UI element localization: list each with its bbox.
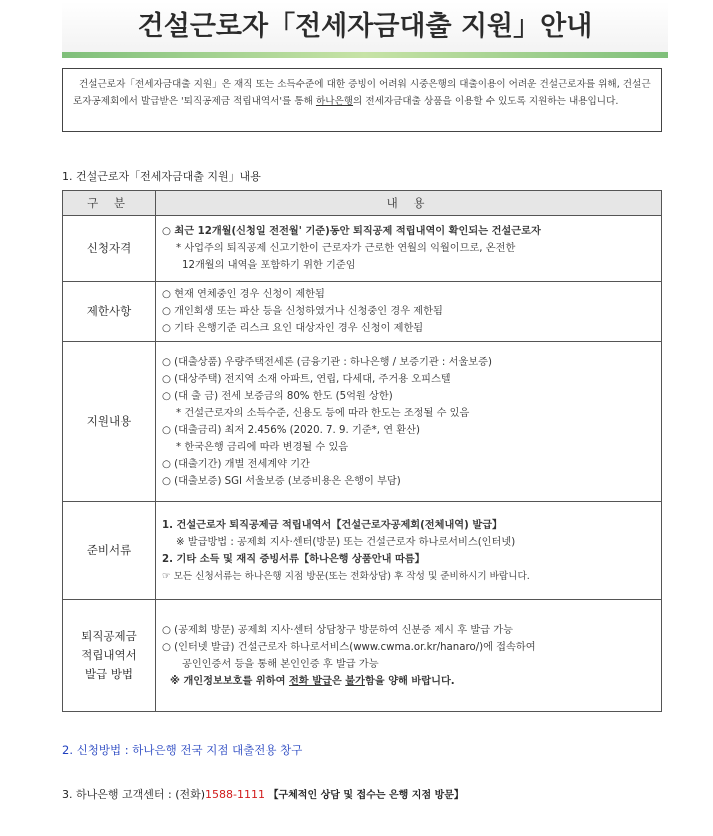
issuance-note-phone: 전화 발급 — [288, 675, 332, 687]
issuance-label-line3: 발급 방법 — [84, 667, 134, 681]
intro-box — [62, 68, 662, 132]
table-row — [63, 342, 662, 502]
issuance-note-no: 불가 — [345, 675, 365, 687]
support-table — [62, 190, 662, 712]
table-row — [63, 600, 662, 712]
eligibility-note1: * 사업주의 퇴직공제 신고기한이 근로자가 근로한 연월의 익월이므로, 온전한 — [176, 243, 516, 254]
restrictions-content — [156, 282, 662, 342]
intro-text-before: 건설근로자「전세자금대출 지원」은 재직 또는 소득수준에 대한 증빙이 어려워 시중은행의 대출이용이 어려운 건설근로자를 위해, 건설근로자공제회에서 발급받은 '퇴직공제금 적립내역서'를 통해 — [73, 79, 651, 107]
issuance-label-line2: 적립내역서 — [81, 648, 137, 662]
issuance-internet1: ○ (인터넷 발급) 건설근로자 하나로서비스(www.cwma.or.kr/hanaro/)에 접속하여 — [162, 641, 536, 653]
documents-label: 준비서류 — [63, 502, 156, 600]
table-header-row — [63, 191, 662, 216]
support-housing: ○ (대상주택) 전지역 소재 아파트, 연립, 다세대, 주거용 오피스텔 — [162, 373, 451, 385]
eligibility-note2: 12개월의 내역을 포함하기 위한 기준임 — [182, 260, 356, 271]
eligibility-content — [156, 216, 662, 282]
title-banner — [62, 2, 668, 58]
eligibility-main: ○ 최근 12개월(신청일 전전월' 기준)동안 퇴직공제 적립내역이 확인되는 건설근로자 — [162, 226, 541, 237]
intro-text-after: 의 전세자금대출 상품을 이용할 수 있도록 지원하는 내용입니다. — [353, 96, 619, 107]
support-period: ○ (대출기간) 개별 전세계약 기간 — [162, 458, 310, 470]
support-amount: ○ (대 출 금) 전세 보증금의 80% 한도 (5억원 상한) — [162, 390, 393, 402]
issuance-note-prefix: ※ 개인정보보호를 위하여 — [170, 675, 289, 687]
issuance-note-mid: 은 — [331, 675, 346, 687]
application-method: 2. 신청방법 : 하나은행 전국 지점 대출전용 창구 — [62, 743, 303, 757]
issuance-label-line1: 퇴직공제금 — [81, 629, 137, 643]
customer-center — [62, 786, 464, 802]
eligibility-label: 신청자격 — [63, 216, 156, 282]
section1-title: 1. 건설근로자「전세자금대출 지원」내용 — [62, 170, 261, 183]
issuance-note — [162, 673, 655, 690]
table-row — [63, 282, 662, 342]
documents-note: ☞ 모든 신청서류는 하나은행 지점 방문(또는 전화상담) 후 작성 및 준비하시기 바랍니다. — [162, 570, 530, 582]
issuance-label — [63, 600, 156, 712]
support-amount-note: * 건설근로자의 소득수준, 신용도 등에 따라 한도는 조정될 수 있음 — [176, 407, 470, 419]
customer-center-prefix: 3. 하나은행 고객센터 : (전화) — [62, 788, 206, 801]
header-category: 구 분 — [63, 191, 156, 216]
documents-content — [156, 502, 662, 600]
intro-bank-name: 하나은행 — [315, 96, 354, 107]
documents-item2: 2. 기타 소득 및 재직 증빙서류【하나은행 상품안내 따름】 — [162, 553, 425, 565]
header-content: 내 용 — [156, 191, 662, 216]
table-row — [63, 502, 662, 600]
support-rate-note: * 한국은행 금리에 따라 변경될 수 있음 — [176, 441, 349, 453]
issuance-visit: ○ (공제회 방문) 공제회 지사·센터 상담창구 방문하여 신분증 제시 후 발급 가능 — [162, 624, 513, 636]
restriction-item: ○ 개인회생 또는 파산 등을 신청하였거나 신청중인 경우 제한됨 — [162, 306, 443, 317]
issuance-content — [156, 600, 662, 712]
support-label: 지원내용 — [63, 342, 156, 502]
support-product: ○ (대출상품) 우량주택전세론 (금융기관 : 하나은행 / 보증기관 : 서울보증) — [162, 356, 492, 368]
customer-center-suffix: 【구체적인 상담 및 접수는 은행 지점 방문】 — [265, 790, 464, 801]
documents-item1-method: ※ 발급방법 : 공제회 지사·센터(방문) 또는 건설근로자 하나로서비스(인터넷) — [176, 536, 516, 548]
restrictions-label: 제한사항 — [63, 282, 156, 342]
restriction-item: ○ 현재 연체중인 경우 신청이 제한됨 — [162, 289, 325, 300]
customer-phone: 1588-1111 — [205, 788, 265, 801]
support-rate: ○ (대출금리) 최저 2.456% (2020. 7. 9. 기준*, 연 환산) — [162, 424, 420, 436]
table-row — [63, 216, 662, 282]
documents-item1: 1. 건설근로자 퇴직공제금 적립내역서【건설근로자공제회(전체내역) 발급】 — [162, 519, 503, 531]
page-title: 건설근로자「전세자금대출 지원」안내 — [62, 2, 668, 52]
restriction-item: ○ 기타 은행기준 리스크 요인 대상자인 경우 신청이 제한됨 — [162, 323, 424, 334]
issuance-internet2: 공인인증서 등을 통해 본인인증 후 발급 가능 — [182, 658, 379, 670]
issuance-note-suffix: 함을 양해 바랍니다. — [364, 675, 455, 687]
title-accent-bar — [62, 52, 668, 58]
support-content — [156, 342, 662, 502]
support-guarantee: ○ (대출보증) SGI 서울보증 (보증비용은 은행이 부담) — [162, 475, 401, 487]
